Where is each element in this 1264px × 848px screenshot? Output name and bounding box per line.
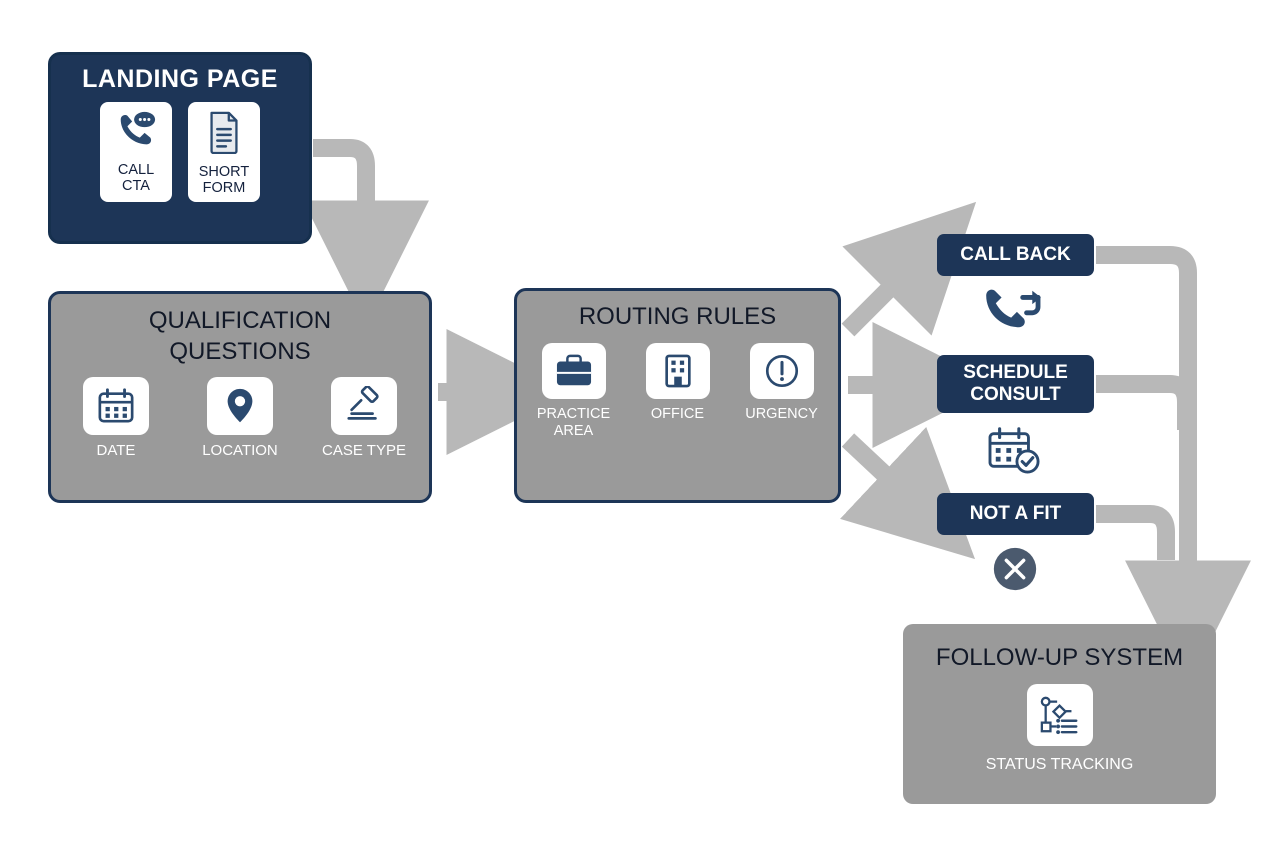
- short-form-label: SHORT FORM: [198, 164, 250, 197]
- outcome-schedule-consult-label: SCHEDULE CONSULT: [963, 362, 1068, 405]
- short-form-tile[interactable]: [188, 102, 260, 202]
- outcome-not-a-fit[interactable]: [937, 493, 1094, 535]
- qualification-title: QUALIFICATION QUESTIONS: [148, 307, 332, 365]
- qualification-label-date: DATE: [96, 442, 136, 460]
- landing-page-node[interactable]: [48, 52, 312, 244]
- circle-x-icon: [975, 543, 1055, 595]
- calendar-icon: [83, 377, 149, 435]
- briefcase-icon: [542, 343, 606, 399]
- office-building-icon: [646, 343, 710, 399]
- follow-up-system-node[interactable]: [903, 624, 1216, 804]
- qualification-item-location[interactable]: [190, 377, 290, 459]
- routing-label-office: OFFICE: [650, 406, 705, 422]
- call-cta-label: CALL CTA: [117, 162, 155, 195]
- routing-item-urgency[interactable]: [740, 343, 824, 441]
- qualification-item-case-type[interactable]: [314, 377, 414, 459]
- qualification-item-date[interactable]: [66, 377, 166, 459]
- landing-page-tiles: [100, 102, 260, 202]
- outcome-call-back-label: CALL BACK: [960, 244, 1071, 266]
- call-cta-tile[interactable]: [100, 102, 172, 202]
- status-tracking-label: STATUS TRACKING: [985, 756, 1134, 773]
- outcome-schedule-consult[interactable]: [937, 355, 1094, 413]
- routing-rules-items: [532, 343, 824, 441]
- workflow-status-icon: [1027, 684, 1093, 746]
- qualification-label-case-type: CASE TYPE: [322, 442, 406, 460]
- qualification-questions-node[interactable]: [48, 291, 432, 503]
- landing-page-title: LANDING PAGE: [82, 65, 278, 93]
- phone-forward-icon: [975, 283, 1055, 333]
- outcome-not-a-fit-label: NOT A FIT: [969, 503, 1062, 525]
- follow-up-system-title: FOLLOW-UP SYSTEM: [935, 644, 1184, 671]
- map-pin-icon: [207, 377, 273, 435]
- routing-rules-node[interactable]: [514, 288, 841, 503]
- routing-label-urgency: URGENCY: [745, 406, 818, 422]
- routing-item-practice-area[interactable]: [532, 343, 616, 441]
- exclamation-circle-icon: [750, 343, 814, 399]
- outcome-call-back[interactable]: [937, 234, 1094, 276]
- routing-label-practice-area: PRACTICE AREA: [536, 406, 611, 440]
- qualification-label-location: LOCATION: [202, 442, 278, 460]
- routing-rules-title: ROUTING RULES: [578, 303, 777, 330]
- calendar-check-icon: [975, 424, 1055, 476]
- qualification-items: [66, 377, 414, 459]
- phone-chat-icon: [113, 110, 159, 157]
- gavel-icon: [331, 377, 397, 435]
- routing-item-office[interactable]: [636, 343, 720, 441]
- document-form-icon: [204, 110, 244, 159]
